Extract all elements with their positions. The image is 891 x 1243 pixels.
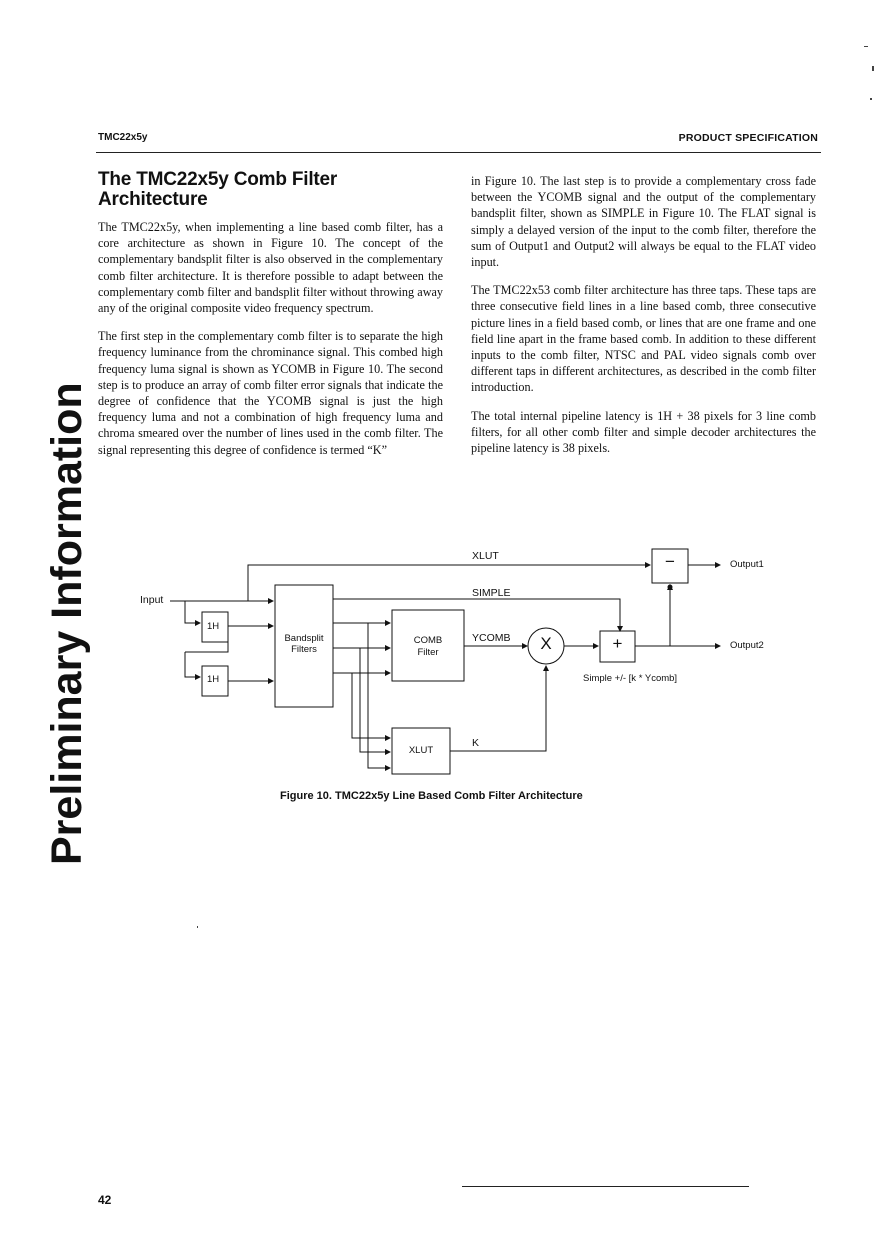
delay-block-2-label: 1H [207,674,220,685]
running-header-right: PRODUCT SPECIFICATION [678,132,818,144]
mix-formula-label: Simple +/- [k * Ycomb] [583,673,678,684]
page-number: 42 [98,1193,112,1207]
bandsplit-block-label: Bandsplit Filters [284,633,324,655]
paragraph: in Figure 10. The last step is to provide a complementary cross fade between the YCOMB signal and the output of the complementary bandsplit filter, shown as SIMPLE in Figure 10. The FLAT signal is simply a delayed version of the input to the comb filter, therefore the sum of Output1 and Output2 will always be equal to the FLAT video input. [471,174,816,270]
ycomb-signal-label: YCOMB [472,632,511,644]
add-node-label: + [612,634,623,653]
comb-block-title: COMB [413,635,443,646]
k-signal-label: K [472,737,480,749]
header-rule [96,152,821,153]
block-diagram [130,540,810,785]
scan-speck [872,66,874,71]
paragraph: The TMC22x5y, when implementing a line based comb filter, has a core architecture as shown in Figure 10. The concept of the complementary bandsplit filter is also observed in the complementary comb filter architecture. It is therefore possible to adapt between the complementary comb filter and bandsplit filter without throwing away any of the original composite video frequency spectrum. [98,220,443,316]
right-column [471,173,816,468]
scan-speck [197,926,198,928]
running-header-left: TMC22x5y [98,132,148,143]
paragraph: The first step in the complementary comb filter is to separate the high frequency luminance from the chrominance signal. This combed high frequency luma signal is shown as YCOMB in Figure 10. The second step is to produce an array of comb filter error signals that indicate the degree of confidence that the YCOMB signal is just the high frequency luma and not a combination of high frequency luma and chroma smeared over the number of lines used in the comb filter. The signal representing this degree of confidence is termed “K” [98,329,443,457]
delay-block-1-label: 1H [207,621,220,632]
paragraph: The total internal pipeline latency is 1H + 38 pixels for 3 line comb filters, for all other comb filter and simple decoder architectures the pipeline latency is 38 pixels. [471,408,816,456]
figure-caption: Figure 10. TMC22x5y Line Based Comb Filter Architecture [280,790,583,802]
left-column [98,170,443,470]
scan-speck [864,46,868,47]
xlut-block-label: XLUT [408,745,434,756]
output1-label: Output1 [730,559,764,570]
multiply-node-label: X [540,634,552,653]
output2-label: Output2 [730,640,764,651]
input-label: Input [140,594,164,606]
comb-block-subtitle: Filter [417,647,439,658]
subtract-node-label: − [665,552,675,571]
paragraph: The TMC22x53 comb filter architecture has three taps. These taps are three consecutive field lines in a line based comb, three consecutive picture lines in a field based comb, or lines that are one frame and one field line apart in the frame based comb. In addition to these different inputs to the comb filter, NTSC and PAL video signals comb over different taps in different architectures, as described in the comb filter introduction. [471,283,816,395]
scan-speck [870,98,872,100]
simple-signal-label: SIMPLE [472,587,511,599]
side-label: Preliminary Information [43,382,91,865]
block-diagram-lines [130,540,810,785]
xlut-signal-label: XLUT [472,550,499,562]
footer-rule [462,1186,749,1187]
section-title: The TMC22x5y Comb Filter Architecture [98,169,338,210]
